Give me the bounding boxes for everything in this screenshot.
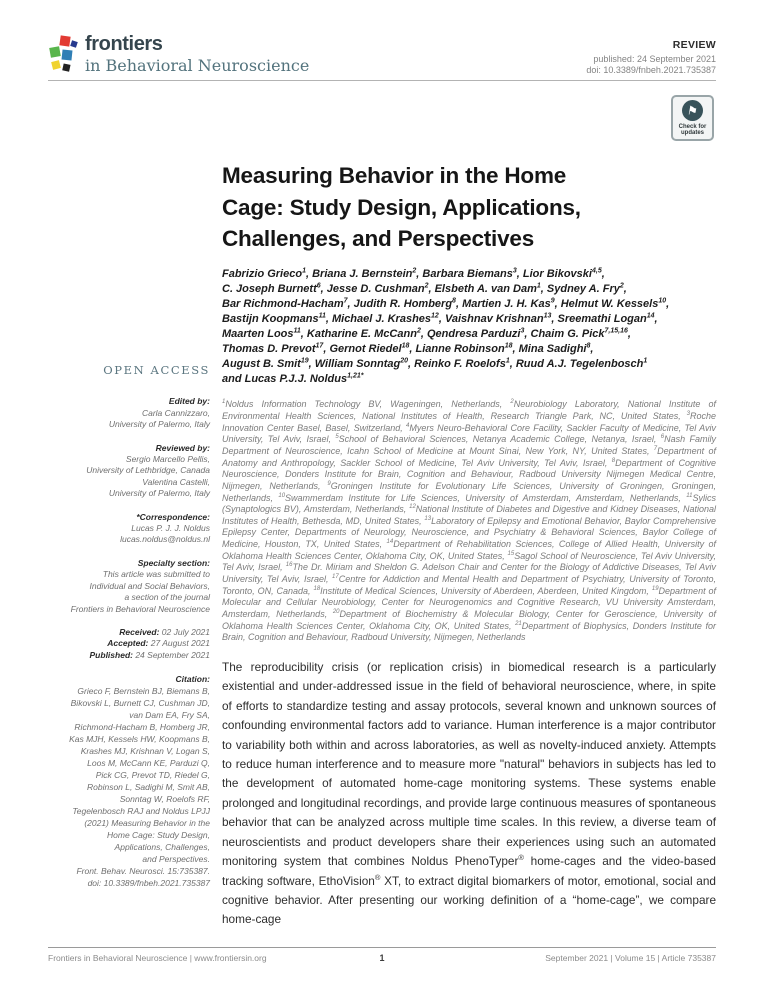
abstract-paragraph: The reproducibility crisis (or replication crisis) in biomedical research is a particularly existential and under-addressed issue in the field of behavioral neuroscience, where, in spite of efforts to standardize testing and assay protocols, several known and unknown sources of confounding environmental factors add to variance. Human interference is a major contributor to variability both within and across laboratories, as well as novelty-induced anxiety. Attempts to reduce human interference and to measure more "natural" behaviors in subjects has led to the development of automated home-cage monitoring systems. These systems enable prolonged and longitudinal recordings, and provide large continuous measures of spontaneous behavior that can be analyzed across multiple time scales. In this review, a diverse team of neuroscientists and product developers share their experiences using such an automated monitoring system that combines Noldus PhenoTyper® home-cages and the video-based tracking software, EthoVision® XT, to extract digital biomarkers of motor, emotional, social and cognitive behavior. After presenting our working definition of a “home-cage”, we compare home-cage xyxy=(222,660,716,927)
author-line: C. Joseph Burnett$^6$, Jesse D. Cushman$^2$, Elsbeth A. van Dam$^1$, Sydney A. Fry$^2$, xyxy=(222,281,627,295)
author-line: Maarten Loos$^{11}$, Katharine E. McCann$^2$, Qendresa Parduzi$^3$, Chaim G. Pick$^{7,15,16}$, xyxy=(222,327,631,340)
article-type-label: REVIEW xyxy=(672,39,716,51)
article-main-column xyxy=(222,0,716,930)
author-line: Thomas D. Prevot$^{17}$, Gernot Riedel$^{18}$, Lianne Robinson$^{18}$, Mina Sadighi$^8$, xyxy=(222,342,594,355)
frontiers-cubes-icon xyxy=(48,34,82,76)
citation-label: Citation: xyxy=(175,674,210,685)
received-date: Received: 02 July 2021 xyxy=(119,626,210,637)
doi-line[interactable]: doi: 10.3389/fnbeh.2021.735387 xyxy=(586,65,716,75)
edited-by-lines: Carla Cannizzaro, University of Palermo, Italy xyxy=(108,407,210,430)
journal-name: in Behavioral Neuroscience xyxy=(85,56,310,75)
page-number: 1 xyxy=(379,953,385,963)
page-footer xyxy=(48,953,716,963)
specialty-section-block xyxy=(48,558,210,615)
citation-block xyxy=(48,673,210,889)
correspondence-name: Lucas P. J. J. Noldus xyxy=(131,523,210,534)
reviewed-by-block xyxy=(48,443,210,500)
correspondence-email-link[interactable]: lucas.noldus@noldus.nl xyxy=(120,534,210,545)
author-line: Fabrizio Grieco$^1$, Briana J. Bernstein$^2$, Barbara Biemans$^3$, Lior Bikovski$^{4,5}$, xyxy=(222,266,605,280)
reviewed-by-label: Reviewed by: xyxy=(155,442,210,453)
article-title: Measuring Behavior in the Home Cage: Study Design, Applications, Challenges, and Perspectives xyxy=(222,163,581,251)
author-line: August B. Smit$^{19}$, William Sonntag$^{20}$, Reinko F. Roelofs$^1$, Ruud A.J. Tegelenbosch$^1$ xyxy=(222,357,648,371)
published-date: Published: 24 September 2021 xyxy=(89,649,210,660)
open-access-label: OPEN ACCESS xyxy=(103,363,210,377)
footer-divider xyxy=(48,947,716,948)
flag-icon: ⚑ xyxy=(685,102,700,119)
author-line: and Lucas P.J.J. Noldus$^{1,21*}$ xyxy=(222,372,364,386)
correspondence-label: *Correspondence: xyxy=(136,511,210,522)
footer-journal-url[interactable]: Frontiers in Behavioral Neuroscience | www.frontiersin.org xyxy=(48,953,267,963)
specialty-section-label: Specialty section: xyxy=(137,557,210,568)
affiliations: $^1$Noldus Information Technology BV, Wageningen, Netherlands, $^2$Neurobiology Laboratory, National Institute of Environmental Health Sciences, National Institutes of Health, Research Triangle Park, NC, United States, $^3$Roche Innovation Center Basel, Basel, Switzerland, $^4$Myers Neuro-Behavioral Core Facility, Sackler Faculty of Medicine, Tel Aviv University, Tel Aviv, Israel, $^5$School of Behavioral Sciences, Netanya Academic College, Netanya, Israel, $^6$Nash Family Department of Neuroscience, Icahn School of Medicine at Mount Sinai, New York, NY, United States, $^7$Department of Anatomy and Anthropology, Sackler School of Medicine, Tel Aviv University, Tel Aviv, Israel, $^8$Department of Cognitive Neuroscience, Donders Institute for Brain, Cognition and Behaviour, Radboud University Nijmegen Medical Centre, Nijmegen, Netherlands, $^9$Groningen Institute for Evolutionary Life Sciences, University of Groningen, Groningen, Netherlands, $^{10}$Swammerdam Institute for Life Sciences, University of Amsterdam, Amsterdam, Netherlands, $^{11}$Sylics (Synaptologics BV), Amsterdam, Netherlands, $^{12}$National Institute of Diabetes and Digestive and Kidney Diseases, National Institutes of Health, Bethesda, MD, United States, $^{13}$Laboratory of Epilepsy and Emotional Behavior, Baylor Comprehensive Epilepsy Center, Departments of Neurology, Neuroscience, and Psychiatry & Behavioral Sciences, Baylor College of Medicine, Houston, TX, United States, $^{14}$Department of Rehabilitation Sciences, College of Allied Health, University of Oklahoma Health Sciences Center, Oklahoma City, OK, United States, $^{15}$Sagol School of Neuroscience, Tel Aviv University, Tel Aviv, Israel, $^{16}$The Dr. Miriam and Sheldon G. Adelson Chair and Center for the Biology of Addictive Diseases, Tel Aviv University, Tel Aviv, Israel, $^{17}$Centre for Addiction and Mental Health and Department of Psychiatry, University of Toronto, Toronto, ON, Canada, $^{18}$Institute of Medical Sciences, University of Aberdeen, Aberdeen, United Kingdom, $^{19}$Department of Molecular and Cellular Neurobiology, Center for Neurogenomics and Cognitive Research, VU University Amsterdam, Amsterdam, Netherlands, $^{20}$Department of Biochemistry & Molecular Biology, Center for Geroscience, University of Oklahoma Health Sciences Center, Oklahoma City, OK, United States, $^{21}$Department of Biophysics, Donders Institute for Brain, Cognition and Behaviour, Radboud University, Nijmegen, Netherlands xyxy=(222,399,717,643)
correspondence-block xyxy=(48,512,210,546)
edited-by-label: Edited by: xyxy=(168,396,210,407)
accepted-date: Accepted: 27 August 2021 xyxy=(107,638,210,649)
published-date-line: published: 24 September 2021 xyxy=(593,54,716,64)
citation-lines: Grieco F, Bernstein BJ, Biemans B, Bikovski L, Burnett CJ, Cushman JD, van Dam EA, Fry SA, Richmond-Hacham B, Homberg JR, Kas MJH, Kessels HW, Koopmans B, Krashes MJ, Krishnan V, Logan S, Loos M, McCann KE, Parduzi Q, Pick CG, Prevot TD, Riedel G, Robinson L, Sadighi M, Smit AB, Sonntag W, Roelofs RF, Tegelenbosch RAJ and Noldus LPJJ (2021) Measuring Behavior in the Home Cage: Study Design, Applications, Challenges, and Perspectives. Front. Behav. Neurosci. 15:735387. doi: 10.3389/fnbeh.2021.735387 xyxy=(69,686,210,889)
author-line: Bastijn Koopmans$^{11}$, Michael J. Krashes$^{12}$, Vaishnav Krishnan$^{13}$, Sreemathi Logan$^{14}$, xyxy=(222,312,658,325)
footer-issue-info: September 2021 | Volume 15 | Article 735387 xyxy=(545,953,716,963)
check-updates-label: Check for updates xyxy=(678,123,707,136)
edited-by-block xyxy=(48,396,210,430)
reviewed-by-lines: Sergio Marcello Pellis, University of Lethbridge, Canada Valentina Castelli, University of Palermo, Italy xyxy=(86,454,210,499)
author-list xyxy=(222,267,716,388)
brand-name: frontiers xyxy=(85,33,163,55)
article-info-sidebar xyxy=(48,365,210,901)
specialty-section-lines: This article was submitted to Individual and Social Behaviors, a section of the journal Frontiers in Behavioral Neuroscience xyxy=(70,569,210,614)
author-line: Bar Richmond-Hacham$^7$, Judith R. Homberg$^8$, Martien J. H. Kas$^9$, Helmut W. Kessels$^{10}$, xyxy=(222,297,670,310)
dates-block xyxy=(48,627,210,661)
